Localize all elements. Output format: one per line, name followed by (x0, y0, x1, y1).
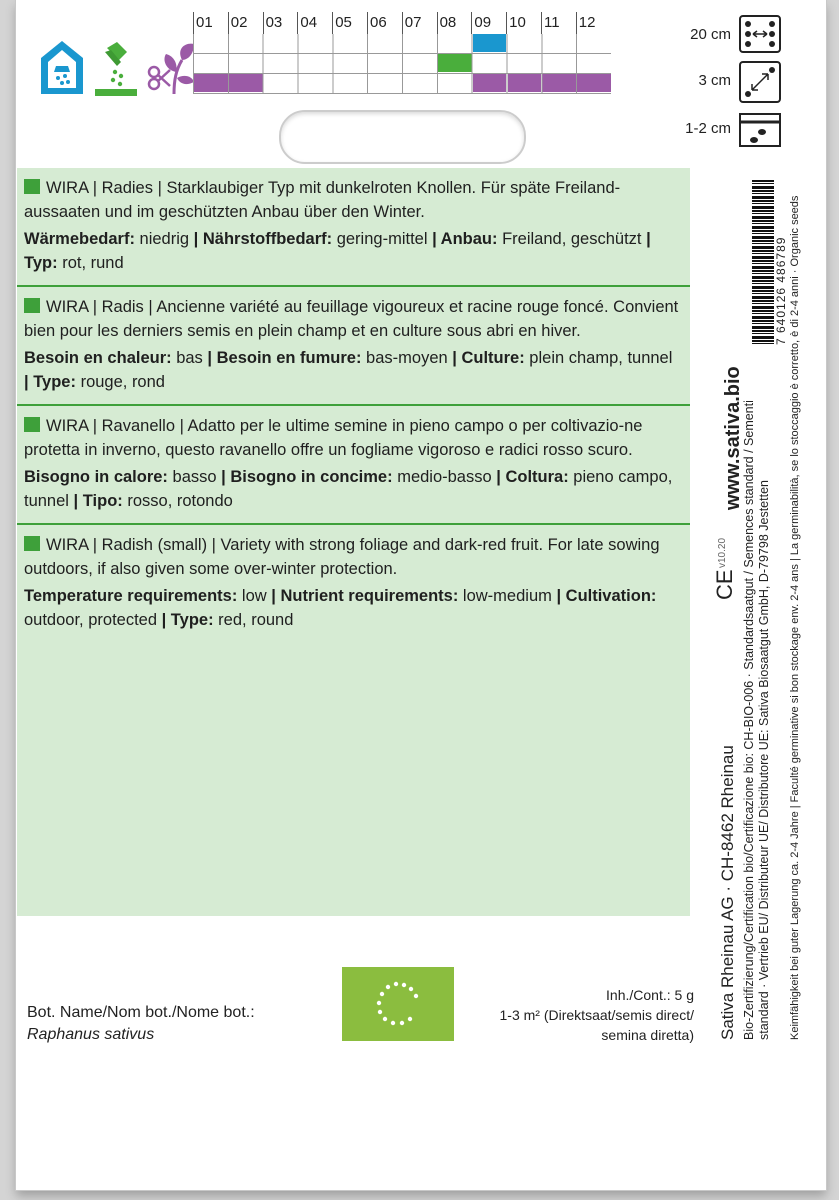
version: v10.20 (717, 537, 728, 568)
calendar-cell-harvest (229, 74, 263, 92)
attr-value: bas (171, 349, 208, 367)
description-intro: WIRA | Radies | Starklaubiger Typ mit dunkelroten Knollen. Für späte Freiland-aussaaten und im geschützten Anbau über den Winter. (24, 179, 621, 221)
attribute-list (24, 465, 680, 513)
content-area: 1-3 m² (Direktsaat/semis direct/ (499, 1007, 694, 1023)
attr-key: | Besoin en fumure: (207, 349, 362, 367)
attr-key: Temperature requirements: (24, 587, 238, 605)
attr-key: Bisogno in calore: (24, 468, 168, 486)
company-address: Sativa Rheinau AG · CH-8462 Rheinau (718, 745, 737, 1040)
attr-value: bas-moyen (361, 349, 453, 367)
attr-key: Wärmebedarf: (24, 230, 135, 248)
attribute-list (24, 346, 680, 394)
attr-value: gering-mittel (332, 230, 433, 248)
attr-value: rot, rund (57, 254, 124, 272)
calendar-month: 12 (576, 12, 611, 34)
certification-text: Bio-Zertifizierung/Certification bio/Certificazione bio: CH-BIO-006 · Standardsaatgut / Semences standard / Sementi (742, 400, 756, 1040)
distribution-text: standard · Vertrieb EU/ Distributeur UE/ Distributore UE: Sativa Biosaatgut GmbH, D-79798 Jestetten (757, 480, 771, 1040)
attr-key: | Nutrient requirements: (271, 587, 459, 605)
description-section-it (17, 406, 690, 525)
ce-mark: CE (712, 569, 737, 600)
calendar-month: 09 (471, 12, 506, 34)
botanical-name: Raphanus sativus (27, 1026, 155, 1043)
attr-value: medio-basso (392, 468, 497, 486)
attr-value: basso (167, 468, 222, 486)
attr-value: low-medium (458, 587, 557, 605)
calendar-cell-harvest (508, 74, 542, 92)
attr-value: rosso, rotondo (122, 492, 233, 510)
description-section-en (17, 525, 690, 642)
calendar-row-indoor (193, 34, 611, 54)
description-intro: WIRA | Radish (small) | Variety with strong foliage and dark-red fruit. For late sowing outdoors, if also given some over-winter protection. (24, 536, 660, 578)
attr-value: outdoor, protected (24, 611, 162, 629)
row-spacing-label: 20 cm (690, 26, 731, 43)
outdoor-sowing-icon (95, 42, 137, 96)
attr-value: low (237, 587, 272, 605)
description-intro: WIRA | Ravanello | Adatto per le ultime semine in pieno campo o per coltivazio-ne protetta in inverno, questo ravanello offre un fogliame vigoroso e radici rosso scuro. (24, 417, 643, 459)
attr-key: | Typ: (24, 230, 651, 272)
greenhouse-sowing-icon (38, 38, 86, 96)
plant-spacing-icon (738, 60, 782, 104)
sowing-calendar-header (193, 12, 611, 34)
attr-key: | Tipo: (73, 492, 123, 510)
calendar-row-harvest (193, 74, 611, 94)
botanical-name-label: Bot. Name/Nom bot./Nome bot.: (27, 1004, 255, 1021)
package-content (470, 985, 694, 1045)
attr-key: | Coltura: (496, 468, 569, 486)
hang-hole (279, 110, 526, 164)
attr-key: Besoin en chaleur: (24, 349, 172, 367)
attr-key: | Anbau: (432, 230, 498, 248)
attr-key: | Cultivation: (556, 587, 657, 605)
calendar-cell-harvest (194, 74, 228, 92)
barcode (752, 180, 774, 345)
attr-value: rouge, rond (75, 373, 165, 391)
green-square-icon (24, 417, 40, 432)
eu-leaf-icon (342, 967, 454, 1041)
description-section-fr (17, 287, 690, 406)
calendar-month: 01 (193, 12, 228, 34)
calendar-month: 02 (228, 12, 263, 34)
attribute-list (24, 584, 680, 632)
calendar-cell-outdoor (438, 54, 472, 72)
row-spacing-icon (738, 14, 782, 54)
calendar-month: 05 (332, 12, 367, 34)
attr-key: | Nährstoffbedarf: (193, 230, 333, 248)
harvest-icon (146, 40, 196, 96)
attr-key: | Bisogno in concime: (221, 468, 393, 486)
calendar-cell-indoor (473, 34, 507, 52)
calendar-months (193, 12, 611, 34)
calendar-month: 11 (541, 12, 576, 34)
calendar-row-outdoor (193, 54, 611, 74)
calendar-month: 06 (367, 12, 402, 34)
attr-value: Freiland, geschützt (497, 230, 647, 248)
attr-value: niedrig (134, 230, 194, 248)
botanical-name-block (27, 1002, 255, 1046)
barcode-number: 7 640126 486789 (774, 236, 788, 345)
sowing-depth-icon (738, 110, 782, 148)
green-square-icon (24, 298, 40, 313)
content-weight: Inh./Cont.: 5 g (606, 987, 694, 1003)
attr-value: plein champ, tunnel (524, 349, 673, 367)
attr-value: pieno campo, tunnel (24, 468, 673, 510)
calendar-month: 04 (297, 12, 332, 34)
calendar-cell-harvest (542, 74, 576, 92)
attribute-list (24, 227, 680, 275)
description-panel (17, 168, 690, 916)
website: www.sativa.bio (722, 366, 744, 510)
calendar-month: 10 (506, 12, 541, 34)
eu-organic-logo (342, 967, 454, 1041)
attr-key: | Type: (161, 611, 214, 629)
germination-text: Keimfähigkeit bei guter Lagerung ca. 2-4 Jahre | Faculté germinative si bon stockage env. 2-4 ans | La germinabilità, se lo stoccaggio è corretto, è di 2-4 anni · Organic seeds (789, 195, 801, 1040)
calendar-cell-harvest (577, 74, 611, 92)
green-square-icon (24, 536, 40, 551)
sowing-calendar-rows (193, 34, 611, 94)
sowing-depth-label: 1-2 cm (685, 120, 731, 137)
calendar-month: 07 (402, 12, 437, 34)
description-intro: WIRA | Radis | Ancienne variété au feuillage vigoureux et racine rouge foncé. Convient bien pour les derniers semis en plein champ et en culture sous abri en hiver. (24, 298, 679, 340)
calendar-month: 03 (263, 12, 298, 34)
attr-value: red, round (213, 611, 294, 629)
calendar-cell-harvest (473, 74, 507, 92)
attr-key: | Culture: (452, 349, 525, 367)
content-area-cont: semina diretta) (601, 1027, 694, 1043)
description-section-de (17, 168, 690, 287)
green-square-icon (24, 179, 40, 194)
calendar-month: 08 (437, 12, 472, 34)
attr-key: | Type: (24, 373, 76, 391)
plant-spacing-label: 3 cm (698, 72, 731, 89)
